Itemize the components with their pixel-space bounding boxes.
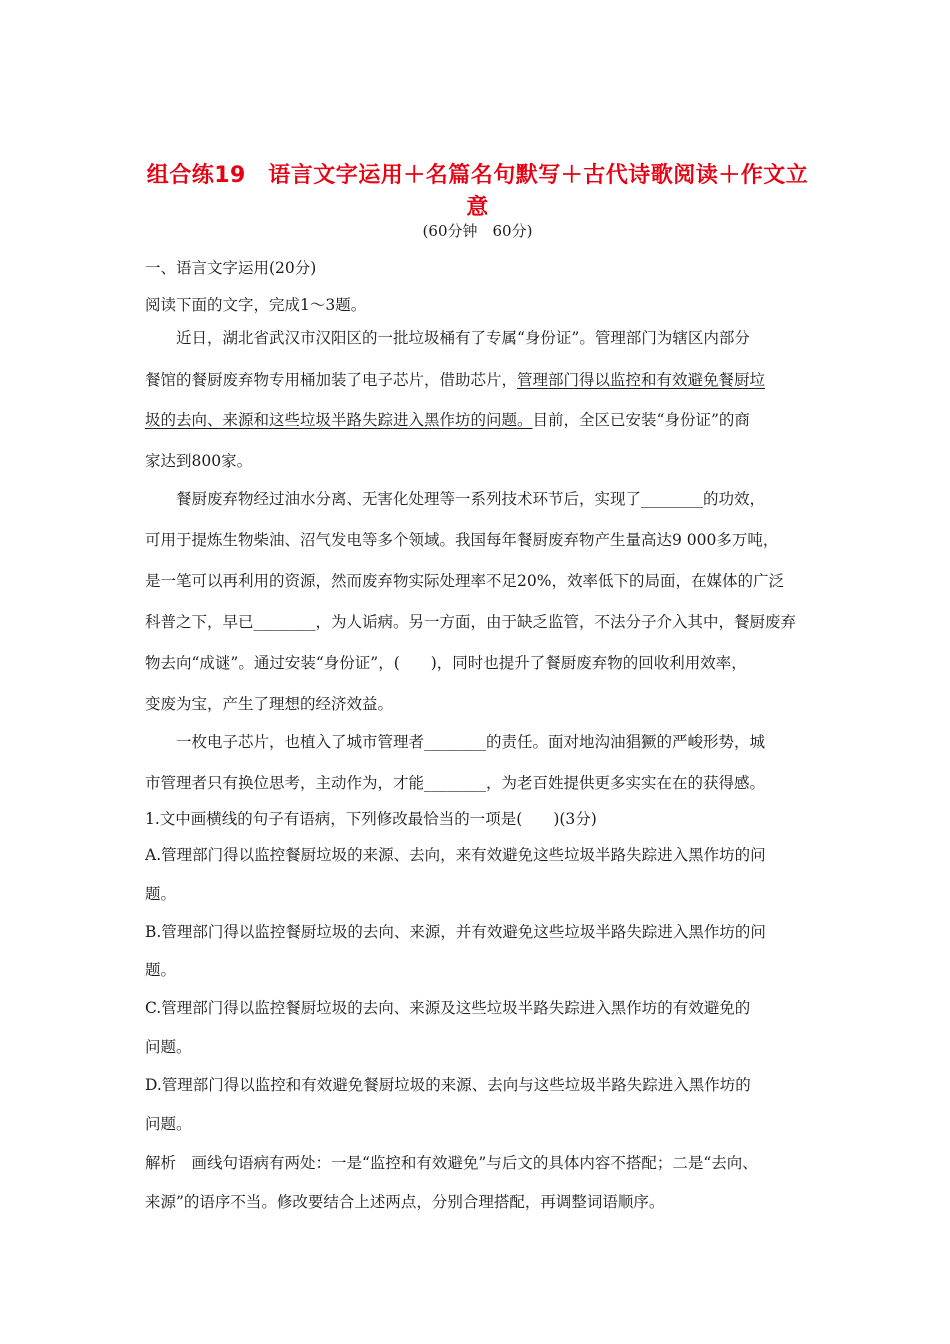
- analysis-line-2: 来源”的语序不当。修改要结合上述两点，分别合理搭配，再调整词语顺序。: [145, 1193, 665, 1211]
- option-a-line-2: 题。: [145, 885, 177, 903]
- passage-p1-line-1: 近日，湖北省武汉市汉阳区的一批垃圾桶有了专属“身份证”。管理部门为辖区内部分: [176, 329, 750, 347]
- option-a-line-1: A.管理部门得以监控餐厨垃圾的来源、去向，来有效避免这些垃圾半路失踪进入黑作坊的问: [145, 846, 766, 864]
- question-1-stem: 1.文中画横线的句子有语病，下列修改最恰当的一项是( )(3分): [145, 810, 597, 828]
- underlined-sentence: 圾的去向、来源和这些垃圾半路失踪进入黑作坊的问题。: [145, 411, 533, 429]
- section-instruction: 阅读下面的文字，完成1～3题。: [145, 296, 367, 314]
- option-c-line-1: C.管理部门得以监控餐厨垃圾的去向、来源及这些垃圾半路失踪进入黑作坊的有效避免的: [145, 999, 751, 1017]
- passage-p3-line-2: 市管理者只有换位思考，主动作为，才能________，为老百姓提供更多实实在在的获得感。: [145, 774, 766, 792]
- option-b-line-1: B.管理部门得以监控餐厨垃圾的去向、来源，并有效避免这些垃圾半路失踪进入黑作坊的问: [145, 923, 766, 941]
- passage-p2-line-6: 变废为宝，产生了理想的经济效益。: [145, 695, 394, 713]
- title-line-1: 组合练19 语言文字运用＋名篇名句默写＋古代诗歌阅读＋作文立: [146, 163, 809, 188]
- passage-p3-line-1: 一枚电子芯片，也植入了城市管理者________的责任。面对地沟油猖獗的严峻形势，城: [176, 733, 766, 751]
- underlined-sentence: 管理部门得以监控和有效避免餐厨垃: [517, 371, 766, 389]
- passage-p1-line-2: [145, 368, 815, 392]
- option-b-line-2: 题。: [145, 961, 177, 979]
- passage-text: 目前，全区已安装“身份证”的商: [532, 411, 750, 429]
- title-line-2: 意: [466, 195, 489, 220]
- passage-p2-line-1: 餐厨废弃物经过油水分离、无害化处理等一系列技术环节后，实现了________的功效，: [176, 490, 766, 508]
- option-d-line-1: D.管理部门得以监控和有效避免餐厨垃圾的来源、去向与这些垃圾半路失踪进入黑作坊的: [145, 1076, 751, 1094]
- passage-p1-line-3: [145, 408, 815, 432]
- page-title: [140, 160, 815, 224]
- passage-p2-line-4: 科普之下，早已________，为人诟病。另一方面，由于缺乏监管，不法分子介入其中，餐厨废弃: [145, 613, 797, 631]
- passage-p1-line-4: 家达到800家。: [145, 452, 253, 470]
- passage-p2-line-5: 物去向“成谜”。通过安装“身份证”，( )，同时也提升了餐厨废弃物的回收利用效率，: [145, 654, 747, 672]
- passage-p2-line-2: 可用于提炼生物柴油、沼气发电等多个领域。我国每年餐厨废弃物产生量高达9 000多万吨，: [145, 531, 779, 549]
- passage-p2-line-3: 是一笔可以再利用的资源，然而废弃物实际处理率不足20%，效率低下的局面，在媒体的广泛: [145, 572, 784, 590]
- section-heading: 一、语言文字运用(20分): [145, 259, 317, 277]
- analysis-line-1: 解析 画线句语病有两处：一是“监控和有效避免”与后文的具体内容不搭配；二是“去向、: [145, 1154, 758, 1172]
- time-score-note: (60分钟 60分): [422, 222, 533, 240]
- option-c-line-2: 问题。: [145, 1038, 192, 1056]
- option-d-line-2: 问题。: [145, 1115, 192, 1133]
- passage-text: 餐馆的餐厨废弃物专用桶加装了电子芯片，借助芯片，: [145, 371, 518, 389]
